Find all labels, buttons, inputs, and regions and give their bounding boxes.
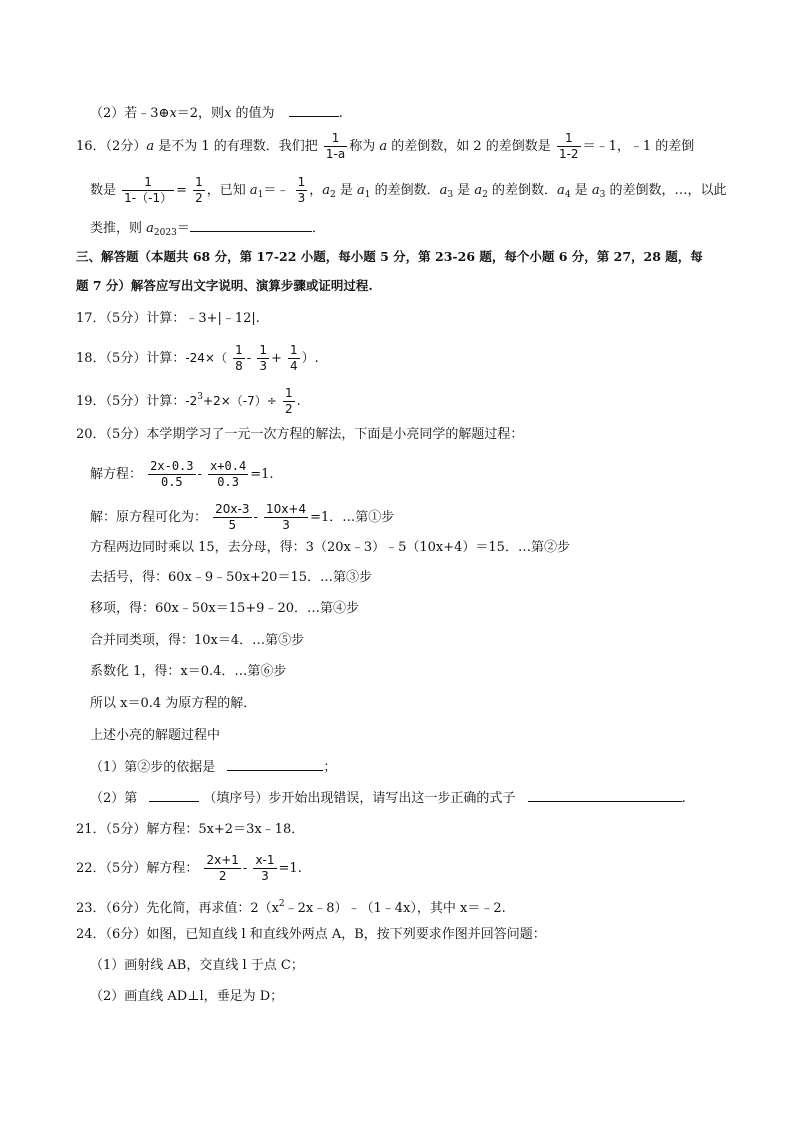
q23: 23．（6分）先化简，再求值：$2(x^2﹣2x﹣8)﹣(1﹣4x)$，其中 x＝﹣2. (76, 899, 506, 916)
fraction: $\frac{2x-0.3}{0.5}$ (150, 459, 194, 489)
q21: 21．（5分）解方程：5x+2＝3x﹣18． (76, 822, 305, 837)
fraction: $\frac{x-1}{3}$ (255, 853, 275, 883)
q16-line2: 数是 $\frac{1}{1-(-1)}$ = $\frac{1}{2}$ ，已知 $a_1=﹣$ $\frac{1}{3}$ ，$a_2$ 是 $a_1$ 的差倒数．$a_3$ 是 $a_2$ 的差倒数．$a_4$ 是 $a_3$ 的差倒数，…，以此 (90, 175, 727, 205)
q19: 19．（5分）计算：$-2^3+2\times(-7)\div$ $\frac{1}{2}$ . (76, 386, 301, 416)
answer-blank[interactable] (227, 758, 323, 771)
q16-line1: 16．（2分）a 是不为 1 的有理数．我们把 $\frac{1}{1-a}$ 称为 a 的差倒数，如 2 的差倒数是 $\frac{1}{1-2}$ ＝﹣1，﹣1 的差倒 (76, 131, 695, 161)
answer-blank[interactable] (149, 789, 199, 802)
answer-blank[interactable] (289, 104, 339, 117)
q20-prompt: 上述小亮的解题过程中 (90, 728, 221, 743)
section-heading: 三、解答题（本题共 68 分，第 17-22 小题，每小题 5 分，第 23-26 题，每个小题 6 分，第 27，28 题，每 (76, 249, 703, 264)
fraction: $\frac{1}{1-2}$ (558, 131, 579, 161)
q24-part1: （1）画射线 AB，交直线 l 于点 C； (90, 958, 304, 973)
fraction: $\frac{x+0.4}{0.3}$ (210, 459, 247, 489)
fraction: $\frac{1}{1-a}$ (325, 131, 346, 161)
q20-step3: 去括号，得：60x﹣9﹣50x+20＝15．…第③步 (90, 570, 372, 585)
fraction: $\frac{1}{4}$ (290, 343, 298, 373)
q20-step5: 合并同类项，得：10x＝4．…第⑤步 (90, 633, 305, 648)
q20-part2: （2）第 （填序号）步开始出现错误，请写出这一步正确的式子 . (90, 791, 686, 806)
q20-conclusion: 所以 x＝0.4 为原方程的解． (90, 696, 257, 711)
q18: 18．（5分）计算：-24×（ $\frac{1}{8}$ - $\frac{1}{3}$ + $\frac{1}{4}$ ）. (76, 343, 319, 373)
q16-line3: 类推，则 $a_{2023}=$ ． (90, 221, 325, 238)
fraction: $\frac{20x-3}{5}$ (215, 502, 250, 532)
q20-step2: 方程两边同时乘以 15，去分母，得：3（20x﹣3）﹣5（10x+4）＝15．…第②步 (90, 540, 570, 555)
q22: 22．（5分）解方程： $\frac{2x+1}{2}$ - $\frac{x-1}{3}$ =1. (76, 853, 302, 883)
q17: 17．（5分）计算：﹣3+|﹣12|. (76, 311, 260, 326)
fraction: $\frac{1}{3}$ (297, 175, 306, 205)
answer-blank[interactable] (528, 789, 682, 802)
q15-part2: （2）若﹣3⊕x＝2，则x 的值为 . (90, 106, 343, 121)
fraction: $\frac{1}{2}$ (284, 386, 293, 416)
answer-blank[interactable] (190, 219, 312, 232)
section-heading-cont: 题 7 分）解答应写出文字说明、演算步骤或证明过程. (76, 278, 373, 293)
q20-part1: （1）第②步的依据是 ； (90, 760, 337, 775)
fraction: $\frac{10x+4}{3}$ (266, 502, 307, 532)
q20-step1: 解：原方程可化为： $\frac{20x-3}{5}$ - $\frac{10x+4}{3}$ =1．…第①步 (90, 502, 395, 532)
fraction: $\frac{2x+1}{2}$ (206, 853, 239, 883)
fraction: $\frac{1}{1-(-1)}$ (124, 175, 173, 205)
fraction: $\frac{1}{8}$ (235, 343, 243, 373)
fraction: $\frac{1}{3}$ (259, 343, 267, 373)
q20-step4: 移项，得：60x﹣50x＝15+9﹣20．…第④步 (90, 601, 359, 616)
q20-intro: 20．（5分）本学期学习了一元一次方程的解法，下面是小亮同学的解题过程： (76, 427, 524, 442)
q20-step6: 系数化 1，得：x＝0.4．…第⑥步 (90, 664, 287, 679)
q20-equation: 解方程： $\frac{2x-0.3}{0.5}$ - $\frac{x+0.4}{0.3}$ =1. (90, 459, 274, 489)
q24-part2: （2）画直线 AD⊥l，垂足为 D； (90, 989, 284, 1004)
q24: 24．（6分）如图，已知直线 l 和直线外两点 A，B，按下列要求作图并回答问题： (76, 927, 546, 942)
fraction: $\frac{1}{2}$ (195, 175, 203, 205)
